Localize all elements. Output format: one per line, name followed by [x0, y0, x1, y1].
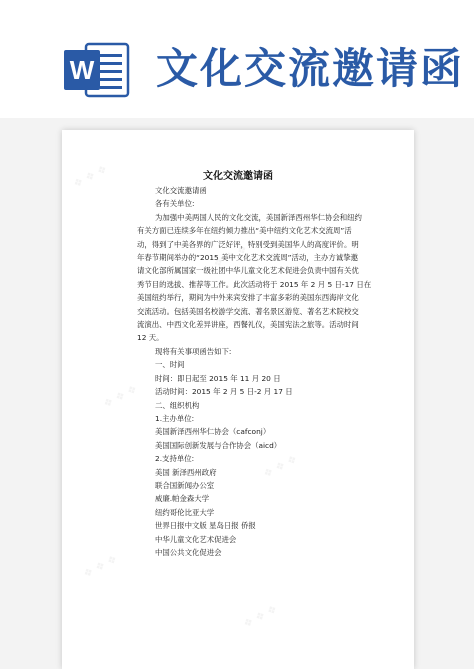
document-line: 纽约哥伦比亚大学 [155, 507, 215, 517]
document-line: 12 天。 [137, 333, 164, 343]
document-line: 请文化部所属国家一级社团中华儿童文化艺术促进会负责中国有关优 [137, 266, 359, 276]
document-line: 时间：即日起至 2015 年 11 月 20 日 [155, 373, 281, 383]
document-page [62, 130, 414, 669]
document-line: 为加强中美两国人民的文化交流，美国新泽西州华仁协会和纽约 [155, 212, 362, 222]
word-logo-letter: W [69, 55, 95, 85]
document-line: 活动时间：2015 年 2 月 5 日-2 月 17 日 [155, 387, 293, 397]
document-line: 一、时间 [155, 360, 185, 370]
document-line: 现将有关事项函告如下: [155, 346, 232, 356]
document-line: 中华儿童文化艺术促进会 [155, 534, 237, 544]
document-line: 美国新泽西州华仁协会（cafconj） [155, 427, 271, 437]
document-line: 流演出、中西文化差异讲座，西餐礼仪，美国宪法之旅等。活动时间 [137, 320, 359, 330]
document-line: 中国公共文化促进会 [155, 547, 222, 557]
document-line: 威廉.帕金森大学 [155, 494, 210, 504]
document-line: 秀节目的选拔、推荐等工作。此次活动将于 2015 年 2 月 5 日-17 日在 [137, 279, 372, 289]
document-line: 二、组织机构 [155, 400, 200, 410]
document-line: 美国纽约举行，期间为中外来宾安排了丰富多彩的美国东西海岸文化 [137, 293, 359, 303]
document-line: 2.支持单位: [155, 454, 195, 464]
document-line: 联合国新闻办公室 [155, 480, 215, 490]
document-line: 动，得到了中美各界的广泛好评，特别受到美国华人的高度评价。明 [137, 239, 359, 249]
document-line: 世界日报中文版 星岛日报 侨报 [155, 521, 256, 531]
banner-title: 文化交流邀请函 [156, 44, 465, 93]
word-document-icon [62, 38, 132, 102]
document-line: 美国 新泽西州政府 [155, 467, 217, 477]
document-line: 有关方面已连续多年在纽约倾力推出“美中纽约文化艺术交流周”活 [137, 226, 352, 236]
document-line: 年春节期间举办的“2015 美中文化艺术交流周”活动，主办方诚挚邀 [137, 253, 358, 263]
document-line: 美国国际创新发展与合作协会（aicd） [155, 440, 282, 450]
document-line: 各有关单位: [155, 199, 195, 209]
document-body [137, 184, 377, 559]
banner [0, 0, 474, 118]
document-line: 文化交流邀请函 [155, 186, 207, 195]
document-title: 文化交流邀请函 [203, 171, 273, 182]
document-line: 交流活动。包括美国名校游学交流、著名景区游览、著名艺术院校交 [137, 306, 359, 316]
document-line: 1.主办单位: [155, 413, 195, 423]
